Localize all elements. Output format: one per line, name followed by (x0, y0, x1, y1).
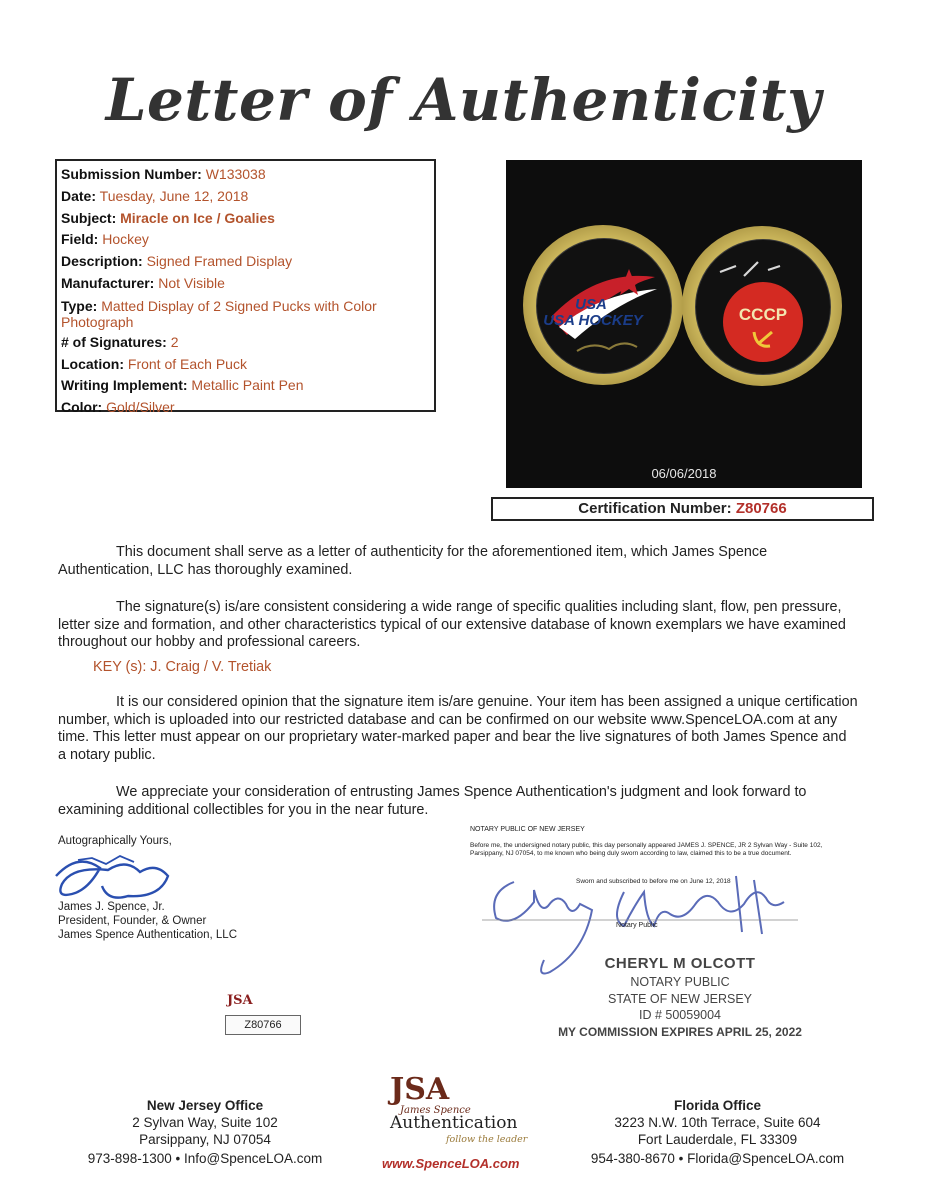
detail-label: Writing Implement: (61, 377, 188, 394)
certification-label: Certification Number: (578, 500, 732, 517)
logo-authentication: Authentication (390, 1113, 518, 1133)
notary-stamp-id: ID # 50059004 (638, 1008, 721, 1022)
notary-text: Before me, the undersigned notary public, this day personally appeared JAMES J. SPENCE, JR 2 Sylvan Way - Suite 102, Parsippany, NJ 07054, to me known who being duly sworn according to law, claimed this to be a true document. (470, 842, 823, 857)
detail-value: Gold/Silver (106, 399, 175, 416)
detail-value: Not Visible (158, 274, 225, 291)
nj-office (70, 1097, 340, 1167)
nj-office-contact: 973-898-1300 • Info@SpenceLOA.com (87, 1151, 323, 1166)
nj-office-heading: New Jersey Office (146, 1098, 264, 1113)
detail-label: Submission Number: (61, 166, 202, 182)
paragraph-consistency: The signature(s) is/are consistent considering a wide range of specific qualities including slant, flow, pen pressure, letter size and formation, and other characteristics typical of our extensive database of known exemplars we have examined throughout our hobby and professional careers. (58, 599, 846, 650)
fl-office-address-line1: 3223 N.W. 10th Terrace, Suite 604 (614, 1115, 821, 1130)
detail-row (61, 273, 430, 295)
paragraph-intro: This document shall serve as a letter of authenticity for the aforementioned item, which James Spence Authentication, LLC has thoroughly examined. (58, 544, 768, 578)
notary-public-label: Notary Public (616, 922, 658, 929)
jsa-sticker (221, 993, 305, 1037)
detail-label: Location: (61, 355, 124, 372)
detail-label: Field: (61, 231, 99, 248)
detail-value: W133038 (205, 166, 266, 182)
fl-office-address-line2: Fort Lauderdale, FL 33309 (637, 1132, 798, 1147)
nj-office-address-line1: 2 Sylvan Way, Suite 102 (132, 1115, 278, 1130)
key-signers: KEY (s): J. Craig / V. Tretiak (93, 659, 272, 675)
detail-row (61, 375, 430, 397)
detail-row (61, 354, 430, 376)
detail-row (61, 295, 430, 332)
logo-tagline: follow the leader (446, 1134, 528, 1145)
detail-label: Type: (61, 297, 98, 314)
closing: Autographically Yours, (58, 835, 172, 847)
usa-hockey-logo-icon (537, 239, 671, 373)
detail-row (61, 186, 430, 208)
paragraph-appreciation: We appreciate your consideration of entrusting James Spence Authentication's judgment and look forward to examining additional collectibles for you in the near future. (58, 784, 807, 818)
detail-row (61, 332, 430, 354)
svg-text:USA HOCKEY: USA HOCKEY (543, 312, 643, 329)
detail-row (61, 397, 430, 419)
detail-value: Metallic Paint Pen (191, 377, 304, 394)
certification-number-box (491, 497, 874, 521)
logo-url[interactable]: www.SpenceLOA.com (382, 1156, 520, 1171)
logo-jsa: JSA (390, 1072, 450, 1107)
detail-label: Subject: (61, 209, 117, 226)
notary-stamp-name: CHERYL M OLCOTT (604, 955, 756, 972)
svg-text:USA: USA (575, 296, 607, 313)
svg-text:CCCP: CCCP (738, 305, 788, 324)
signer-name: James J. Spence, Jr. (58, 901, 165, 913)
detail-value: Front of Each Puck (127, 355, 247, 372)
detail-row (61, 229, 430, 251)
detail-value: 2 (170, 333, 179, 350)
detail-label: Manufacturer: (61, 274, 155, 291)
cccp-puck (682, 226, 842, 386)
page-title: Letter of Authenticity (105, 66, 822, 134)
nj-office-address-line2: Parsippany, NJ 07054 (139, 1132, 271, 1147)
detail-value: Matted Display of 2 Signed Pucks with Color Photograph (61, 297, 377, 330)
detail-label: Date: (61, 187, 97, 204)
detail-row (61, 164, 430, 186)
notary-stamp-expiry: MY COMMISSION EXPIRES APRIL 25, 2022 (558, 1025, 802, 1039)
fl-office (565, 1097, 870, 1167)
detail-row (61, 208, 430, 230)
spence-signature-icon (48, 846, 178, 906)
detail-value: Miracle on Ice / Goalies (120, 209, 275, 226)
detail-value: Signed Framed Display (146, 253, 293, 270)
logo-spence: James Spence (400, 1105, 471, 1116)
item-photo (506, 160, 862, 488)
cccp-logo-icon (696, 240, 830, 374)
fl-office-heading: Florida Office (673, 1098, 761, 1113)
paragraph-opinion: It is our considered opinion that the signature item is/are genuine. Your item has been assigned a unique certification number, which is uploaded into our restricted database and can be confirmed on our website www.SpenceLOA.com at any time. This letter must appear on our proprietary water-marked paper and bear the live signatures of both James Spence and a notary public. (58, 694, 858, 763)
fl-office-contact: 954-380-8670 • Florida@SpenceLOA.com (590, 1151, 845, 1166)
certification-number: Z80766 (735, 500, 787, 517)
detail-label: Description: (61, 253, 143, 270)
detail-value: Hockey (102, 231, 149, 248)
detail-value: Tuesday, June 12, 2018 (99, 187, 249, 204)
notary-stamp-state: STATE OF NEW JERSEY (608, 992, 752, 1006)
notary-stamp-title: NOTARY PUBLIC (630, 975, 730, 989)
usa-hockey-puck (523, 225, 683, 385)
sticker-number: Z80766 (225, 1015, 301, 1035)
item-details-box (55, 159, 436, 416)
jsa-logo (370, 1072, 560, 1177)
photo-date-stamp: 06/06/2018 (651, 466, 717, 481)
detail-label: # of Signatures: (61, 333, 167, 350)
detail-row (61, 251, 430, 273)
notary-heading: NOTARY PUBLIC OF NEW JERSEY (470, 826, 585, 833)
signer-company: James Spence Authentication, LLC (58, 929, 238, 941)
sticker-brand: JSA (227, 993, 253, 1008)
notary-sworn: Sworn and subscribed to before me on June 12, 2018 (576, 878, 731, 885)
signer-role: President, Founder, & Owner (58, 915, 207, 927)
detail-label: Color: (61, 399, 103, 416)
